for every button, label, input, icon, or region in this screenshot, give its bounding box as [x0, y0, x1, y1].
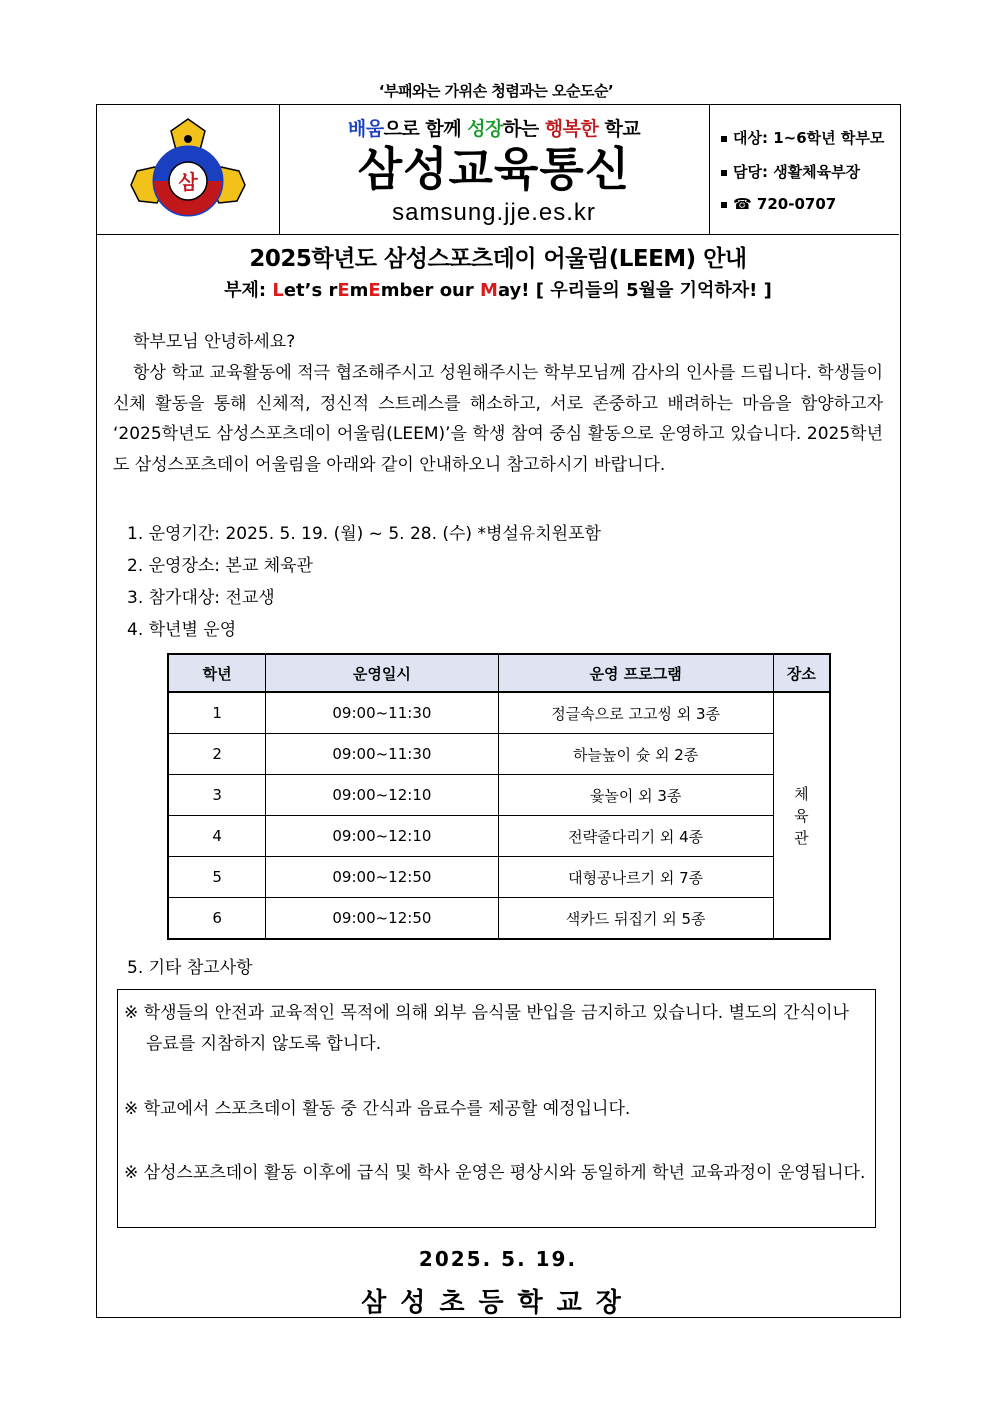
- newsletter-frame: [96, 104, 901, 1318]
- principal-signature: 삼성초등학교장: [361, 1288, 635, 1318]
- column-header: 장소: [773, 654, 830, 692]
- bullet-square-icon: [721, 202, 727, 208]
- list-item: 4. 학년별 운영: [127, 620, 237, 640]
- document-subtitle: [97, 276, 899, 302]
- column-header: 운영일시: [266, 654, 498, 692]
- note-item: ※ 학생들의 안전과 교육적인 목적에 의해 외부 음식물 반입을 금지하고 있습니다. 별도의 간식이나 음료를 지참하지 않도록 합니다.: [124, 1003, 849, 1054]
- grade-cell: 3: [168, 775, 266, 816]
- newsletter-info-cell: [709, 105, 899, 234]
- bullet-square-icon: [721, 136, 727, 142]
- issue-date: 2025. 5. 19.: [418, 1247, 578, 1271]
- notes-box: [117, 989, 876, 1228]
- grade-cell: 5: [168, 857, 266, 898]
- list-item: 3. 참가대상: 전교생: [127, 588, 275, 608]
- info-target: [721, 127, 884, 148]
- table-row: [168, 734, 830, 775]
- place-char: 관: [794, 828, 809, 847]
- bullet-square-icon: [721, 170, 727, 176]
- table-header-row: [168, 654, 830, 692]
- subtitle-part: 부제:: [224, 280, 273, 301]
- program-cell: 대형공나르기 외 7종: [498, 857, 773, 898]
- program-cell: 전략줄다리기 외 4종: [498, 816, 773, 857]
- newsletter-header: [97, 105, 899, 235]
- grade-cell: 6: [168, 898, 266, 940]
- newsletter-title-cell: [279, 105, 710, 234]
- note-item: ※ 학교에서 스포츠데이 활동 중 간식과 음료수를 제공할 예정입니다.: [124, 1099, 631, 1119]
- grade-cell: 2: [168, 734, 266, 775]
- table-row: [168, 775, 830, 816]
- list-item: 1. 운영기간: 2025. 5. 19. (월) ~ 5. 28. (수) *병설유치원포함: [127, 524, 601, 544]
- program-cell: 정글속으로 고고씽 외 3종: [498, 692, 773, 734]
- subtitle-part: ay! [ 우리들의 5월을 기억하자! ]: [497, 280, 772, 301]
- info-phone: [721, 195, 836, 213]
- time-cell: 09:00~12:10: [266, 775, 498, 816]
- subtitle-part: et’s r: [283, 280, 338, 301]
- greeting: 학부모님 안녕하세요?: [133, 332, 296, 352]
- grade-cell: 4: [168, 816, 266, 857]
- list-item: 2. 운영장소: 본교 체육관: [127, 556, 313, 576]
- schedule-table: [167, 653, 831, 940]
- time-cell: 09:00~12:50: [266, 857, 498, 898]
- school-slogan: [279, 114, 709, 141]
- info-target-text: 대상: 1~6학년 학부모: [733, 129, 885, 147]
- slogan-part: 하는: [502, 118, 545, 140]
- school-url: samsung.jje.es.kr: [392, 199, 596, 226]
- program-cell: 하늘높이 슛 외 2종: [498, 734, 773, 775]
- info-contact-text: 담당: 생활체육부장: [733, 163, 861, 181]
- column-header: 운영 프로그램: [498, 654, 773, 692]
- subtitle-part: E: [368, 280, 381, 301]
- table-row: [168, 692, 830, 734]
- note-item: ※ 삼성스포츠데이 활동 이후에 급식 및 학사 운영은 평상시와 동일하게 학년 교육과정이 운영됩니다.: [124, 1163, 866, 1183]
- slogan-part: 배움: [347, 118, 384, 140]
- slogan-part: 성장: [467, 118, 503, 140]
- column-header: 학년: [168, 654, 266, 692]
- school-logo-cell: [97, 105, 280, 234]
- table-row: [168, 857, 830, 898]
- time-cell: 09:00~12:10: [266, 816, 498, 857]
- time-cell: 09:00~11:30: [266, 734, 498, 775]
- slogan-part: 학교: [598, 118, 641, 140]
- time-cell: 09:00~11:30: [266, 692, 498, 734]
- grade-cell: 1: [168, 692, 266, 734]
- table-row: [168, 816, 830, 857]
- subtitle-part: L: [272, 280, 284, 301]
- list-item: 5. 기타 참고사항: [127, 958, 253, 978]
- school-emblem-icon: [97, 105, 279, 234]
- program-cell: 색카드 뒤집기 외 5종: [498, 898, 773, 940]
- program-cell: 윷놀이 외 3종: [498, 775, 773, 816]
- newsletter-name: 삼성교육통신: [357, 142, 631, 196]
- motto: ‘부패와는 가위손 청렴과는 오순도순’: [378, 82, 614, 100]
- place-char: 체: [794, 784, 809, 803]
- subtitle-part: m: [349, 280, 369, 301]
- slogan-part: 행복한: [544, 118, 599, 140]
- place-char: 육: [794, 806, 809, 825]
- document-title: 2025학년도 삼성스포츠데이 어울림(LEEM) 안내: [249, 246, 747, 272]
- info-contact: [721, 161, 860, 182]
- info-phone-text: ☎ 720-0707: [733, 195, 837, 213]
- place-cell: [773, 692, 830, 939]
- time-cell: 09:00~12:50: [266, 898, 498, 940]
- subtitle-part: mber our: [380, 280, 481, 301]
- table-row: [168, 898, 830, 940]
- intro-paragraph: 항상 학교 교육활동에 적극 협조해주시고 성원해주시는 학부모님께 감사의 인사를 드립니다. 학생들이 신체 활동을 통해 신체적, 정신적 스트레스를 해소하고, 서로 존중하고 배려하는 마음을 함양하고자 ‘2025학년도 삼성스포츠데이 어울림(LEEM)’을 학생 참여 중심 활동으로 운영하고 있습니다. 2025학년도 삼성스포츠데이 어울림을 아래와 같이 안내하오니 참고하시기 바랍니다.: [113, 363, 883, 475]
- subtitle-part: M: [480, 280, 498, 301]
- subtitle-part: E: [337, 280, 350, 301]
- slogan-part: 으로 함께: [383, 118, 468, 140]
- emblem-text: 삼: [178, 170, 198, 194]
